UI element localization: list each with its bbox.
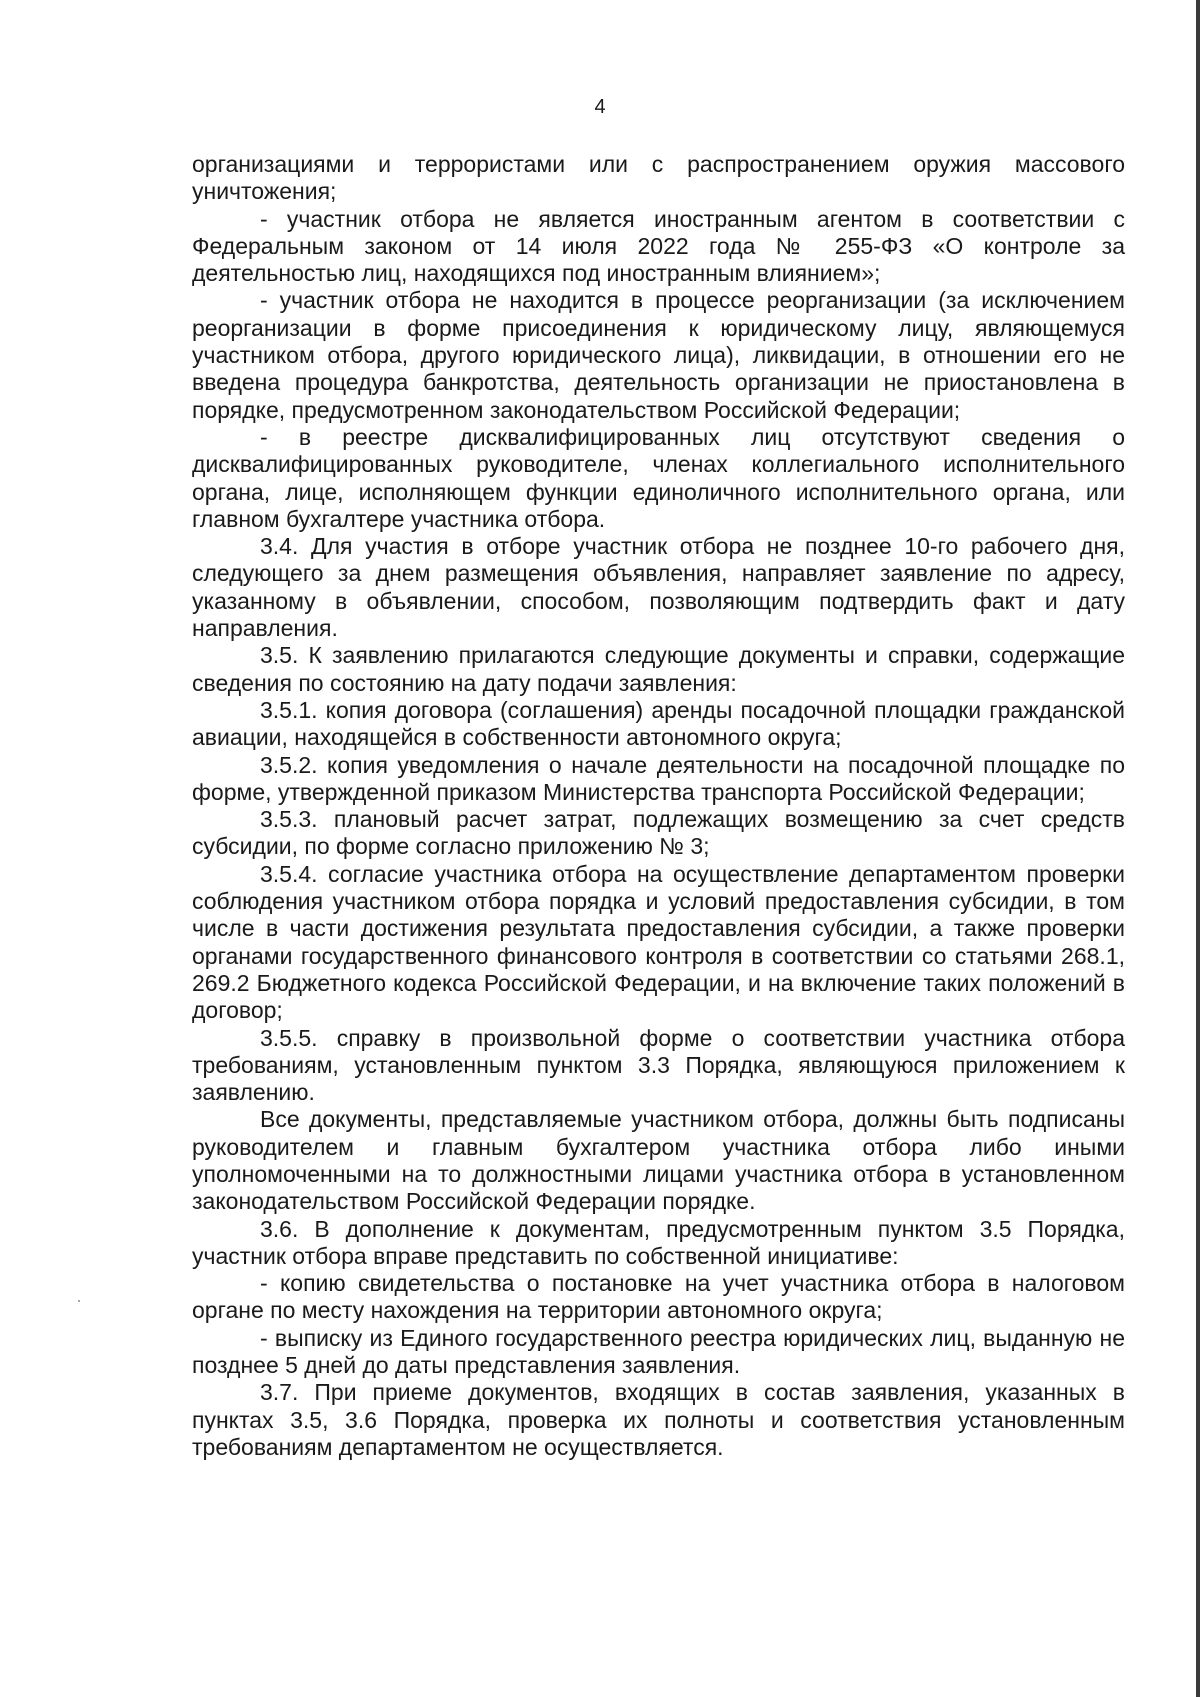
paragraph: 3.5.1. копия договора (соглашения) аренды посадочной площадки гражданской авиации, находящейся в собственности автономного округа;	[192, 696, 1125, 751]
paragraph: Все документы, представляемые участником отбора, должны быть подписаны руководителем и главным бухгалтером участника отбора либо иными уполномоченными на то должностными лицами участника отбора в установленном законодательством Российской Федерации порядке.	[192, 1106, 1125, 1215]
paragraph: 3.6. В дополнение к документам, предусмотренным пунктом 3.5 Порядка, участник отбора вправе представить по собственной инициативе:	[192, 1215, 1125, 1269]
paragraph: - в реестре дисквалифицированных лиц отсутствуют сведения о дисквалифицированных руководителе, членах коллегиального исполнительного органа, лице, исполняющем функции единоличного исполнительного органа, или главном бухгалтере участника отбора.	[192, 423, 1125, 532]
scan-speck	[78, 1300, 80, 1302]
paragraph: 3.5.5. справку в произвольной форме о соответствии участника отбора требованиям, установленным пунктом 3.3 Порядка, являющуюся приложением к заявлению.	[192, 1024, 1125, 1106]
paragraph: - выписку из Единого государственного реестра юридических лиц, выданную не позднее 5 дней до даты представления заявления.	[192, 1324, 1125, 1379]
paragraph: организациями и террористами или с распространением оружия массового уничтожения;	[192, 151, 1125, 205]
paragraph: 3.4. Для участия в отборе участник отбора не позднее 10-го рабочего дня, следующего за днем размещения объявления, направляет заявление по адресу, указанному в объявлении, способом, позволяющим подтвердить факт и дату направления.	[192, 533, 1125, 642]
document-body	[192, 151, 1125, 1461]
paragraph: 3.7. При приеме документов, входящих в состав заявления, указанных в пунктах 3.5, 3.6 Порядка, проверка их полноты и соответствия установленным требованиям департаментом не осуществляется.	[192, 1379, 1125, 1460]
paragraph: - копию свидетельства о постановке на учет участника отбора в налоговом органе по месту нахождения на территории автономного округа;	[192, 1270, 1125, 1324]
paragraph: - участник отбора не является иностранным агентом в соответствии с Федеральным законом от 14 июля 2022 года № 255-ФЗ «О контроле за деятельностью лиц, находящихся под иностранным влиянием»;	[192, 205, 1125, 287]
paragraph: - участник отбора не находится в процессе реорганизации (за исключением реорганизации в форме присоединения к юридическому лицу, являющемуся участником отбора, другого юридического лица), ликвидации, в отношении его не введена процедура банкротства, деятельность организации не приостановлена в порядке, предусмотренном законодательством Российской Федерации;	[192, 287, 1125, 423]
paragraph: 3.5.4. согласие участника отбора на осуществление департаментом проверки соблюдения участником отбора порядка и условий предоставления субсидии, в том числе в части достижения результата предоставления субсидии, а также проверки органами государственного финансового контроля в соответствии со статьями 268.1, 269.2 Бюджетного кодекса Российской Федерации, и на включение таких положений в договор;	[192, 860, 1125, 1024]
paragraph: 3.5.3. плановый расчет затрат, подлежащих возмещению за счет средств субсидии, по форме согласно приложению № 3;	[192, 806, 1125, 860]
page-number: 4	[594, 96, 606, 118]
paragraph: 3.5.2. копия уведомления о начале деятельности на посадочной площадке по форме, утвержденной приказом Министерства транспорта Российской Федерации;	[192, 751, 1125, 805]
paragraph: 3.5. К заявлению прилагаются следующие документы и справки, содержащие сведения по состоянию на дату подачи заявления:	[192, 642, 1125, 696]
